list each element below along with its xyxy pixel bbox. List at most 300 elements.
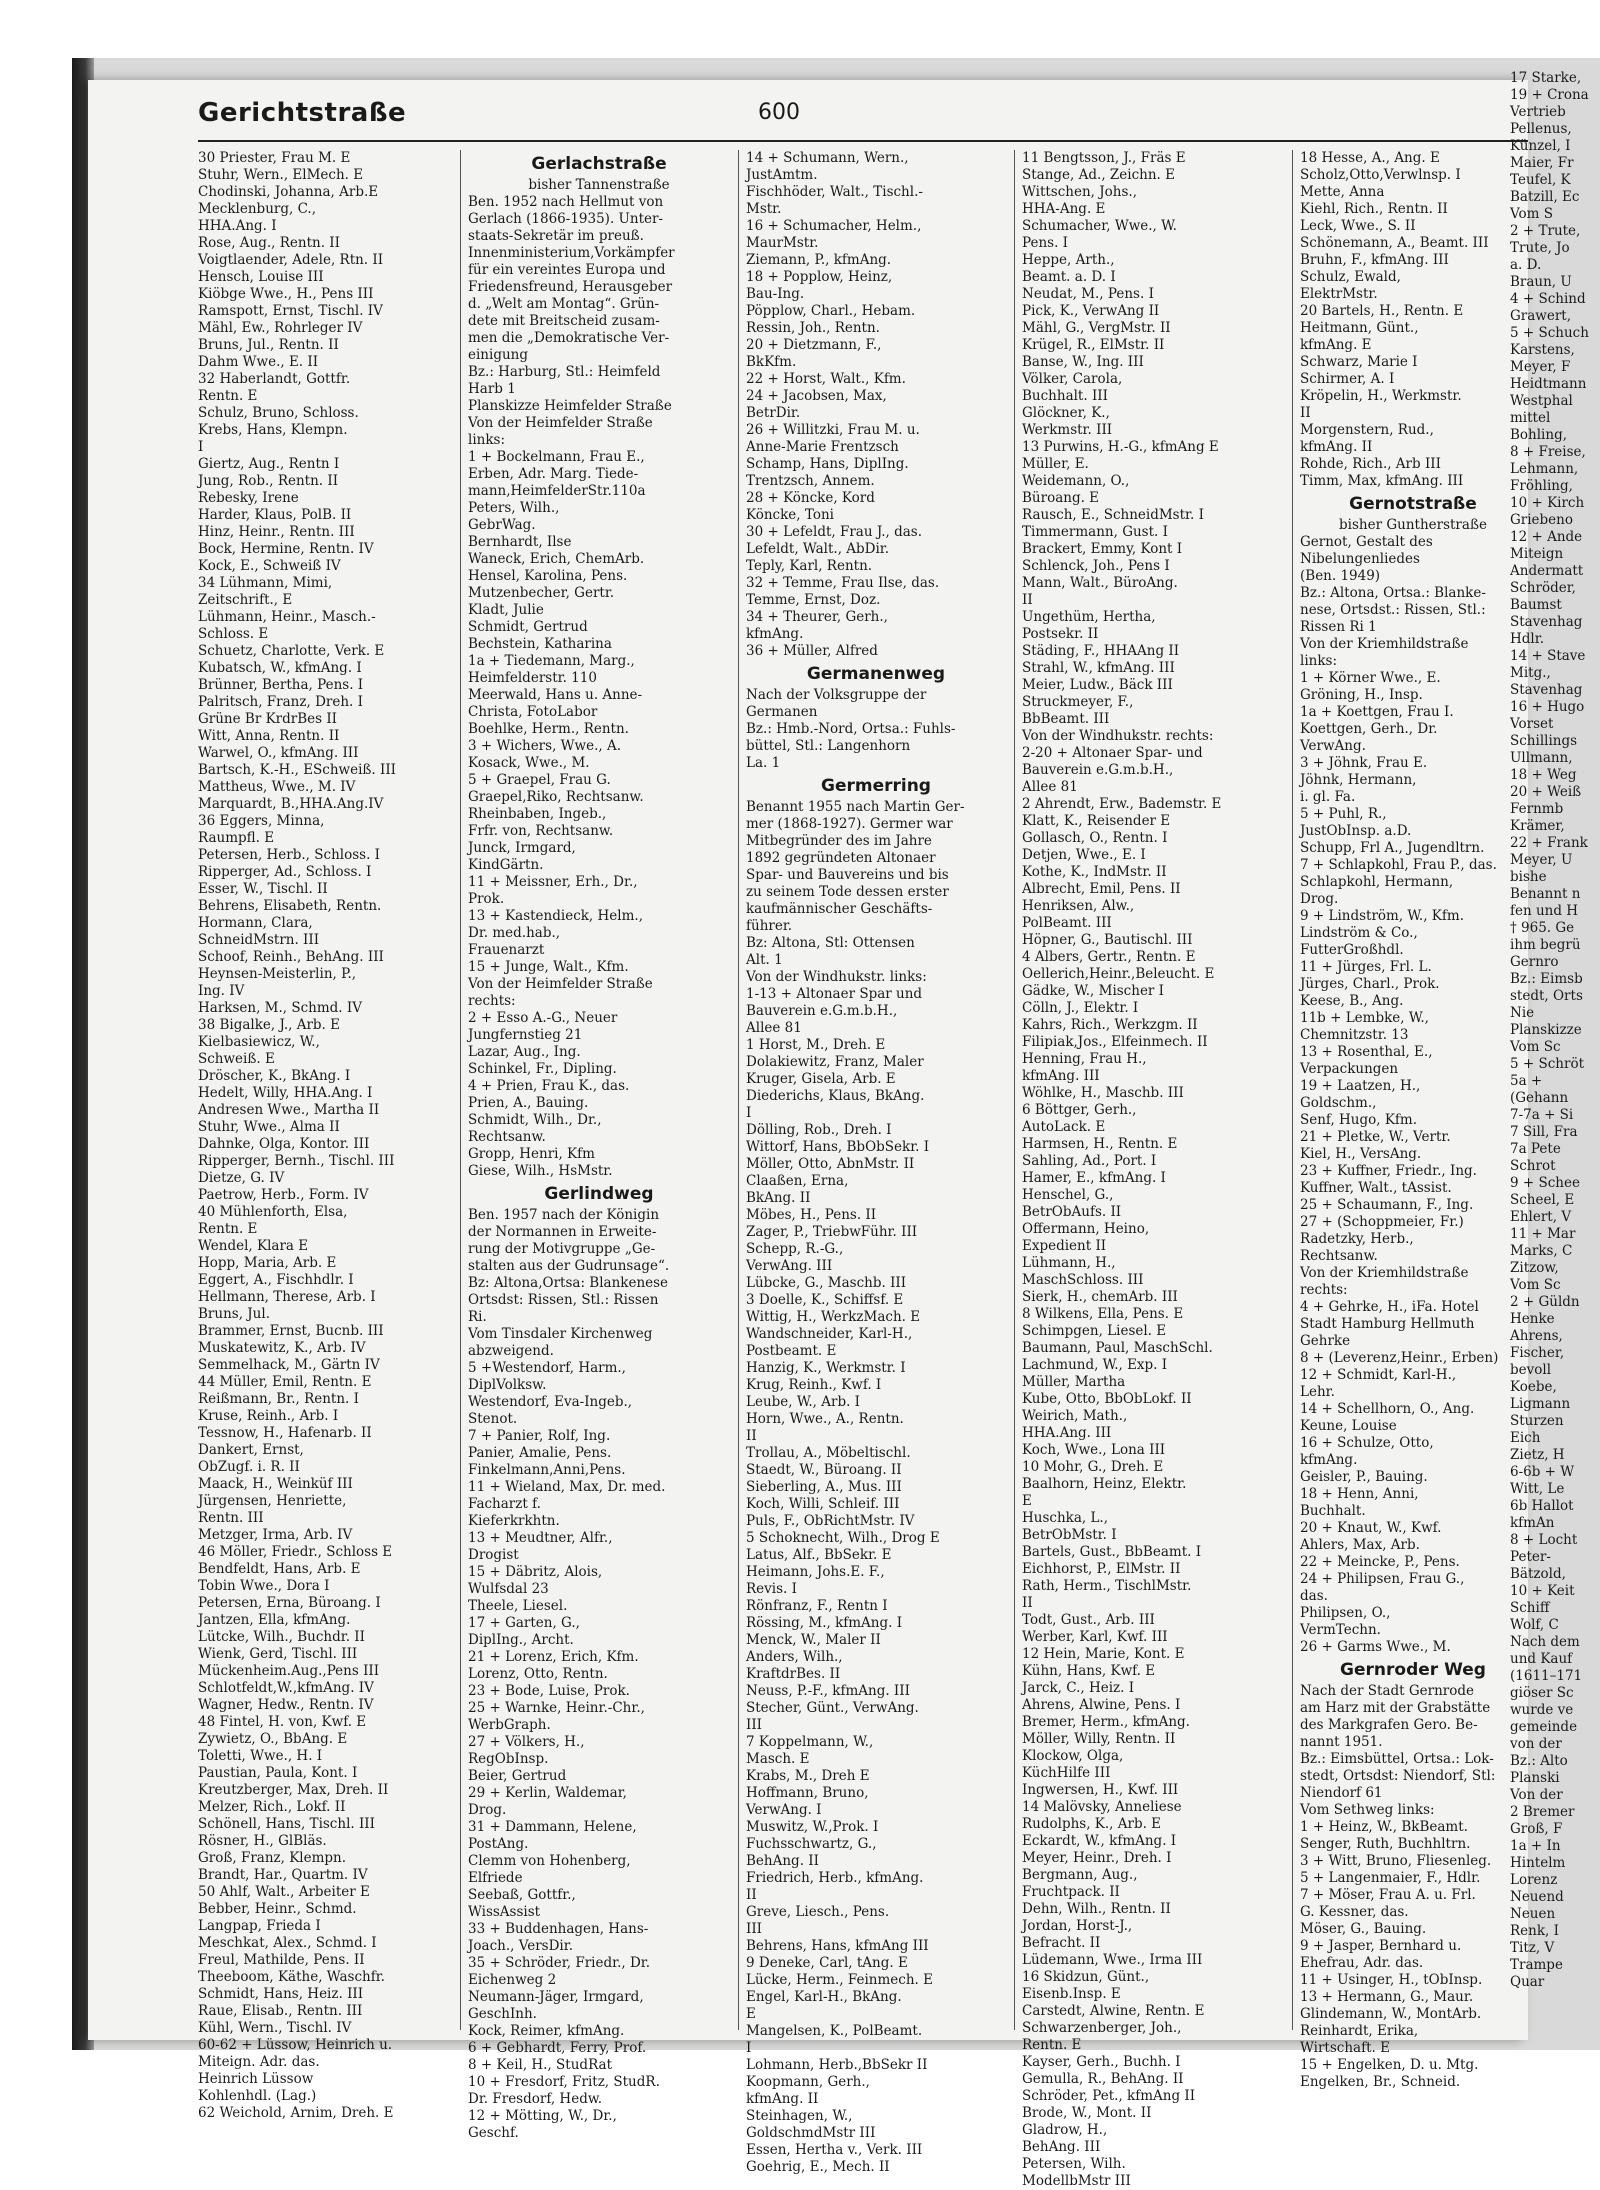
- directory-entry-line: 31 + Dammann, Helene,: [468, 1819, 637, 1835]
- directory-entry-line: kfmAng.: [1300, 1452, 1358, 1468]
- directory-entry-line: I: [746, 1105, 752, 1121]
- directory-entry-line: Bendfeldt, Hans, Arb. E: [198, 1561, 361, 1577]
- column-4: [1022, 150, 1284, 2189]
- directory-entry-line: Dietze, G. IV: [198, 1170, 285, 1186]
- directory-entry-line: Von der Heimfelder Straße: [468, 415, 653, 431]
- directory-entry-line: Theeboom, Käthe, Waschfr.: [198, 1969, 385, 1985]
- directory-entry-line: Hopp, Maria, Arb. E: [198, 1255, 337, 1271]
- directory-entry-line: Möller, Otto, AbnMstr. II: [746, 1156, 915, 1172]
- directory-entry-line: Dankert, Ernst,: [198, 1442, 304, 1458]
- edge-entry-line: Schillings: [1510, 733, 1578, 749]
- directory-entry-line: II: [1022, 592, 1033, 608]
- directory-entry-line: Von der Kriemhildstraße: [1300, 1265, 1469, 1281]
- directory-entry-line: Mückenheim.Aug.,Pens III: [198, 1663, 380, 1679]
- directory-entry-line: Weirich, Math.,: [1022, 1408, 1128, 1424]
- directory-entry-line: Todt, Gust., Arb. III: [1022, 1612, 1155, 1628]
- directory-entry-line: GeschInh.: [468, 2006, 537, 2022]
- directory-entry-line: 1 Horst, M., Dreh. E: [746, 1037, 886, 1053]
- directory-entry-line: Innenministerium,Vorkämpfer: [468, 245, 675, 261]
- directory-entry-line: Lübcke, G., Maschb. III: [746, 1275, 907, 1291]
- directory-entry-line: Pick, K., VerwAng II: [1022, 303, 1160, 319]
- directory-entry-line: d. „Welt am Montag“. Grün-: [468, 296, 660, 312]
- directory-entry-line: Ahrens, Alwine, Pens. I: [1022, 1697, 1181, 1713]
- directory-entry-line: Buchhalt. III: [1022, 388, 1108, 404]
- directory-entry-line: mann,HeimfelderStr.110a: [468, 483, 646, 499]
- directory-entry-line: Wendel, Klara E: [198, 1238, 309, 1254]
- directory-entry-line: Friedensfreund, Herausgeber: [468, 279, 673, 295]
- directory-entry-line: Zeitschrift., E: [198, 592, 293, 608]
- directory-entry-line: Koopmann, Gerh.,: [746, 2074, 870, 2090]
- directory-entry-line: Lühmann, H.,: [1022, 1255, 1116, 1271]
- directory-entry-line: Henriksen, Alw.,: [1022, 898, 1135, 914]
- directory-entry-line: Senger, Ruth, Buchhltrn.: [1300, 1836, 1471, 1852]
- edge-entry-line: Gernro: [1510, 954, 1559, 970]
- directory-entry-line: Bernhardt, Ilse: [468, 534, 572, 550]
- edge-entry-line: Braun, U: [1510, 274, 1572, 290]
- directory-entry-line: 25 + Schaumann, F., Ing.: [1300, 1197, 1474, 1213]
- directory-entry-line: BbBeamt. III: [1022, 711, 1110, 727]
- edge-entry-line: Titz, V: [1510, 1940, 1555, 1956]
- directory-entry-line: 1 + Bockelmann, Frau E.,: [468, 449, 645, 465]
- directory-entry-line: BetrObMstr. I: [1022, 1527, 1117, 1543]
- edge-entry-line: 10 + Keit: [1510, 1583, 1575, 1599]
- former-name-note: bisher Guntherstraße: [1339, 517, 1487, 533]
- directory-entry-line: Heimann, Johs.E. F.,: [746, 1564, 885, 1580]
- edge-entry-line: Bätzold,: [1510, 1566, 1566, 1582]
- directory-entry-line: Stuhr, Wwe., Alma II: [198, 1119, 340, 1135]
- directory-entry-line: Hellmann, Therese, Arb. I: [198, 1289, 376, 1305]
- edge-entry-line: Vorset: [1510, 716, 1554, 732]
- directory-entry-line: Hensch, Louise III: [198, 269, 324, 285]
- edge-entry-line: Miteign: [1510, 546, 1564, 562]
- directory-entry-line: Kühn, Hans, Kwf. E: [1022, 1663, 1156, 1679]
- edge-entry-line: Nach dem: [1510, 1634, 1580, 1650]
- directory-entry-line: 4 + Prien, Frau K., das.: [468, 1078, 630, 1094]
- edge-entry-line: gemeinde: [1510, 1719, 1578, 1735]
- directory-entry-line: 27 + Völkers, H.,: [468, 1734, 585, 1750]
- directory-entry-line: Scholz,Otto,Verwlnsp. I: [1300, 167, 1461, 183]
- directory-entry-line: ElektrMstr.: [1300, 286, 1378, 302]
- directory-entry-line: PolBeamt. III: [1022, 915, 1112, 931]
- directory-entry-line: Dröscher, K., BkAng. I: [198, 1068, 351, 1084]
- directory-entry-line: rung der Motivgruppe „Ge-: [468, 1241, 656, 1257]
- edge-entry-line: Meyer, U: [1510, 852, 1573, 868]
- column-1: [198, 150, 448, 2121]
- directory-entry-line: II: [1300, 405, 1311, 421]
- directory-entry-line: Christa, FotoLabor: [468, 704, 598, 720]
- directory-entry-line: 30 + Lefeldt, Frau J., das.: [746, 524, 922, 540]
- edge-entry-line: Krämer,: [1510, 818, 1565, 834]
- directory-entry-line: Mette, Anna: [1300, 184, 1385, 200]
- directory-entry-line: Schirmer, A. I: [1300, 371, 1395, 387]
- directory-entry-line: Schweiß. E: [198, 1051, 275, 1067]
- directory-entry-line: 33 + Buddenhagen, Hans-: [468, 1921, 649, 1937]
- directory-entry-line: Neuss, P.-F., kfmAng. III: [746, 1683, 910, 1699]
- directory-entry-line: Palritsch, Franz, Dreh. I: [198, 694, 363, 710]
- directory-entry-line: Wittschen, Johs.,: [1022, 184, 1138, 200]
- directory-entry-line: Kayser, Gerh., Buchh. I: [1022, 2054, 1181, 2070]
- directory-entry-line: La. 1: [746, 755, 781, 771]
- directory-entry-line: Ziemann, P., kfmAng.: [746, 252, 892, 268]
- directory-entry-line: Schoof, Reinh., BehAng. III: [198, 949, 384, 965]
- directory-entry-line: Friedrich, Herb., kfmAng.: [746, 1870, 924, 1886]
- directory-entry-line: Mitbegründer des im Jahre: [746, 833, 932, 849]
- directory-entry-line: Wittig, H., WerkzMach. E: [746, 1309, 921, 1325]
- directory-entry-line: Claaßen, Erna,: [746, 1173, 849, 1189]
- directory-entry-line: Jungfernstieg 21: [468, 1027, 583, 1043]
- directory-entry-line: 17 + Garten, G.,: [468, 1615, 580, 1631]
- edge-entry-line: Wolf, C: [1510, 1617, 1559, 1633]
- directory-entry-line: JustObInsp. a.D.: [1300, 823, 1412, 839]
- directory-entry-line: Toletti, Wwe., H. I: [198, 1748, 323, 1764]
- edge-entry-line: † 965. Ge: [1510, 920, 1575, 936]
- directory-entry-line: Kosack, Wwe., M.: [468, 755, 590, 771]
- edge-entry-line: Trampe: [1510, 1957, 1563, 1973]
- directory-entry-line: Mstr.: [746, 201, 782, 217]
- directory-entry-line: Eckardt, W., kfmAng. I: [1022, 1833, 1177, 1849]
- directory-entry-line: Bz: Altona,Ortsa: Blankenese: [468, 1275, 669, 1291]
- directory-entry-line: Lüdemann, Wwe., Irma III: [1022, 1952, 1203, 1968]
- edge-entry-line: Zietz, H: [1510, 1447, 1565, 1463]
- directory-entry-line: 11 Bengtsson, J., Fräs E: [1022, 150, 1186, 166]
- directory-entry-line: Sahling, Ad., Port. I: [1022, 1153, 1157, 1169]
- directory-entry-line: Postsekr. II: [1022, 626, 1099, 642]
- directory-entry-line: 3 Doelle, K., Schiffsf. E: [746, 1292, 904, 1308]
- directory-entry-line: Städing, F., HHAAng II: [1022, 643, 1180, 659]
- directory-entry-line: Kühl, Wern., Tischl. IV: [198, 2020, 352, 2036]
- directory-entry-line: am Harz mit der Grabstätte: [1300, 1700, 1491, 1716]
- directory-entry-line: Neudat, M., Pens. I: [1022, 286, 1154, 302]
- directory-entry-line: 30 Priester, Frau M. E: [198, 150, 351, 166]
- directory-entry-line: Heinrich Lüssow: [198, 2071, 314, 2087]
- directory-entry-line: Sieberling, A., Mus. III: [746, 1479, 902, 1495]
- directory-entry-line: Tobin Wwe., Dora I: [198, 1578, 330, 1594]
- edge-entry-line: 20 + Weiß: [1510, 784, 1582, 800]
- street-heading: Gernotstraße: [1349, 494, 1477, 514]
- directory-entry-line: BehAng. II: [746, 1853, 819, 1869]
- directory-entry-line: Lücke, Herm., Feinmech. E: [746, 1972, 933, 1988]
- directory-entry-line: Lefeldt, Walt., AbDir.: [746, 541, 890, 557]
- directory-entry-line: Puls, F., ObRichtMstr. IV: [746, 1513, 915, 1529]
- directory-entry-line: Koettgen, Gerh., Dr.: [1300, 721, 1438, 737]
- directory-entry-line: Hinz, Heinr., Rentn. III: [198, 524, 355, 540]
- directory-entry-line: Rössing, M., kfmAng. I: [746, 1615, 903, 1631]
- directory-entry-line: Von der Windhukstr. links:: [746, 969, 927, 985]
- directory-entry-line: rechts:: [1300, 1282, 1348, 1298]
- directory-entry-line: VerwAng. III: [746, 1258, 833, 1274]
- directory-entry-line: 7 + Panier, Rolf, Ing.: [468, 1428, 611, 1444]
- edge-entry-line: Vom S: [1510, 206, 1553, 222]
- edge-entry-line: 2 Bremer: [1510, 1804, 1575, 1820]
- directory-entry-line: Junck, Irmgard,: [468, 840, 576, 856]
- directory-entry-line: Melzer, Rich., Lokf. II: [198, 1799, 346, 1815]
- directory-entry-line: Nach der Stadt Gernrode: [1300, 1683, 1474, 1699]
- directory-entry-line: 7 + Schlapkohl, Frau P., das.: [1300, 857, 1497, 873]
- former-name-note: bisher Tannenstraße: [528, 177, 670, 193]
- directory-entry-line: Heynsen-Meisterlin, P.,: [198, 966, 357, 982]
- directory-entry-line: Giese, Wilh., HsMstr.: [468, 1163, 613, 1179]
- directory-entry-line: Bartels, Gust., BbBeamt. I: [1022, 1544, 1202, 1560]
- directory-entry-line: 11b + Lembke, W.,: [1300, 1010, 1429, 1026]
- directory-entry-line: 1a + Tiedemann, Marg.,: [468, 653, 635, 669]
- directory-entry-line: Muskatewitz, K., Arb. IV: [198, 1340, 366, 1356]
- directory-entry-line: Kruger, Gisela, Arb. E: [746, 1071, 896, 1087]
- directory-entry-line: Germanen: [746, 704, 818, 720]
- directory-entry-line: Heppe, Arth.,: [1022, 252, 1115, 268]
- directory-entry-line: Gehrke: [1300, 1333, 1351, 1349]
- directory-entry-line: nannt 1951.: [1300, 1734, 1383, 1750]
- directory-entry-line: Lachmund, W., Exp. I: [1022, 1357, 1168, 1373]
- edge-entry-line: Zitzow,: [1510, 1260, 1559, 1276]
- directory-entry-line: Metzger, Irma, Arb. IV: [198, 1527, 353, 1543]
- directory-entry-line: Kieferkrkhtn.: [468, 1513, 560, 1529]
- directory-entry-line: Harb 1: [468, 381, 516, 397]
- directory-entry-line: HHA-Ang. E: [1022, 201, 1106, 217]
- directory-entry-line: für ein vereintes Europa und: [468, 262, 666, 278]
- directory-entry-line: Benannt 1955 nach Martin Ger-: [746, 799, 965, 815]
- directory-entry-line: Gollasch, O., Rentn. I: [1022, 830, 1168, 846]
- edge-entry-line: Quar: [1510, 1974, 1545, 1990]
- directory-entry-line: Boehlke, Herm., Rentn.: [468, 721, 629, 737]
- edge-entry-line: Bz.: Eimsb: [1510, 971, 1583, 987]
- directory-entry-line: Frfr. von, Rechtsanw.: [468, 823, 614, 839]
- directory-entry-line: 21 + Lorenz, Erich, Kfm.: [468, 1649, 639, 1665]
- directory-entry-line: Leube, W., Arb. I: [746, 1394, 861, 1410]
- directory-entry-line: Buchhalt.: [1300, 1503, 1366, 1519]
- directory-entry-line: Maack, H., Weinküf III: [198, 1476, 353, 1492]
- directory-entry-line: Schröder, Pet., kfmAng II: [1022, 2088, 1196, 2104]
- directory-entry-line: Tessnow, H., Hafenarb. II: [198, 1425, 372, 1441]
- directory-entry-line: Giertz, Aug., Rentn I: [198, 456, 340, 472]
- directory-entry-line: Chodinski, Johanna, Arb.E: [198, 184, 379, 200]
- directory-entry-line: Jürges, Charl., Prok.: [1300, 976, 1440, 992]
- directory-entry-line: E: [746, 2006, 756, 2022]
- directory-entry-line: Schlapkohl, Hermann,: [1300, 874, 1454, 890]
- edge-entry-line: Witt, Le: [1510, 1481, 1565, 1497]
- directory-entry-line: 22 + Meincke, P., Pens.: [1300, 1554, 1460, 1570]
- directory-entry-line: GoldschmdMstr III: [746, 2125, 876, 2141]
- directory-entry-line: Schmidt, Gertrud: [468, 619, 588, 635]
- edge-entry-line: und Kauf: [1510, 1651, 1573, 1667]
- directory-entry-line: Meier, Ludw., Bäck III: [1022, 677, 1173, 693]
- directory-entry-line: Paetrow, Herb., Form. IV: [198, 1187, 369, 1203]
- directory-entry-line: Lehr.: [1300, 1384, 1335, 1400]
- edge-entry-line: 12 + Ande: [1510, 529, 1583, 545]
- directory-entry-line: ModellbMstr III: [1022, 2173, 1131, 2189]
- directory-entry-line: Brammer, Ernst, Bucnb. III: [198, 1323, 384, 1339]
- directory-entry-line: Rissen Ri 1: [1300, 619, 1377, 635]
- directory-entry-line: Kube, Otto, BbObLokf. II: [1022, 1391, 1192, 1407]
- edge-entry-line: Schrot: [1510, 1158, 1556, 1174]
- directory-entry-line: 62 Weichold, Arnim, Dreh. E: [198, 2105, 394, 2121]
- directory-entry-line: Verpackungen: [1300, 1061, 1399, 1077]
- directory-entry-line: Timmermann, Gust. I: [1022, 524, 1168, 540]
- directory-entry-line: 10 + Fresdorf, Fritz, StudR.: [468, 2074, 660, 2090]
- directory-entry-line: Horn, Wwe., A., Rentn.: [746, 1411, 904, 1427]
- directory-entry-line: Wulfsdal 23: [468, 1581, 549, 1597]
- directory-entry-line: Detjen, Wwe., E. I: [1022, 847, 1146, 863]
- directory-entry-line: 15 + Däbritz, Alois,: [468, 1564, 603, 1580]
- directory-entry-line: Reißmann, Br., Rentn. I: [198, 1391, 359, 1407]
- directory-entry-line: Nach der Volksgruppe der: [746, 687, 927, 703]
- directory-entry-line: Kock, Reimer, kfmAng.: [468, 2023, 625, 2039]
- edge-entry-line: 7 Sill, Fra: [1510, 1124, 1578, 1140]
- directory-entry-line: Chemnitzstr. 13: [1300, 1027, 1409, 1043]
- directory-entry-line: 24 + Philipsen, Frau G.,: [1300, 1571, 1465, 1587]
- directory-entry-line: Bz: Altona, Stl: Ottensen: [746, 935, 915, 951]
- directory-entry-line: 13 + Rosenthal, E.,: [1300, 1044, 1433, 1060]
- directory-entry-line: Oellerich,Heinr.,Beleucht. E: [1022, 966, 1215, 982]
- directory-entry-line: kaufmännischer Geschäfts-: [746, 901, 933, 917]
- directory-entry-line: Petersen, Herb., Schloss. I: [198, 847, 380, 863]
- directory-entry-line: büttel, Stl.: Langenhorn: [746, 738, 911, 754]
- edge-entry-line: 10 + Kirch: [1510, 495, 1585, 511]
- directory-entry-line: Ben. 1952 nach Hellmut von: [468, 194, 664, 210]
- directory-entry-line: Allee 81: [1022, 779, 1078, 795]
- directory-entry-line: Gröning, H., Insp.: [1300, 687, 1423, 703]
- edge-entry-line: Meyer, F: [1510, 359, 1571, 375]
- directory-entry-line: Schloss. E: [198, 626, 269, 642]
- directory-entry-line: Frauenarzt: [468, 942, 545, 958]
- directory-entry-line: Struckmeyer, F.,: [1022, 694, 1134, 710]
- edge-entry-line: 4 + Schind: [1510, 291, 1586, 307]
- directory-entry-line: Eggert, A., Fischhdlr. I: [198, 1272, 354, 1288]
- directory-entry-line: Graepel,Riko, Rechtsanw.: [468, 789, 644, 805]
- directory-entry-line: 11 + Meissner, Erh., Dr.,: [468, 874, 638, 890]
- directory-entry-line: MaschSchloss. III: [1022, 1272, 1144, 1288]
- directory-entry-line: Keese, B., Ang.: [1300, 993, 1404, 1009]
- directory-entry-line: Cölln, J., Elektr. I: [1022, 1000, 1139, 1016]
- directory-entry-line: Koch, Willi, Schleif. III: [746, 1496, 900, 1512]
- directory-entry-line: 3 + Wichers, Wwe., A.: [468, 738, 621, 754]
- directory-entry-line: 14 + Schumann, Wern.,: [746, 150, 909, 166]
- directory-entry-line: VerwAng. I: [746, 1802, 822, 1818]
- directory-entry-line: Vom Sethweg links:: [1300, 1802, 1435, 1818]
- directory-entry-line: 8 + Keil, H., StudRat: [468, 2057, 613, 2073]
- directory-entry-line: 2 + Esso A.-G., Neuer: [468, 1010, 618, 1026]
- directory-entry-line: Andresen Wwe., Martha II: [198, 1102, 380, 1118]
- directory-entry-line: Menck, W., Maler II: [746, 1632, 881, 1648]
- directory-entry-line: Jarck, C., Heiz. I: [1022, 1680, 1135, 1696]
- directory-entry-line: Zager, P., TriebwFühr. III: [746, 1224, 918, 1240]
- edge-entry-line: Grawert,: [1510, 308, 1572, 324]
- edge-entry-line: fen und H: [1510, 903, 1579, 919]
- edge-entry-line: Andermatt: [1510, 563, 1584, 579]
- directory-entry-line: abzweigend.: [468, 1343, 554, 1359]
- directory-entry-line: Kiehl, Rich., Rentn. II: [1300, 201, 1448, 217]
- directory-entry-line: 60-62 + Lüssow, Heinrich u.: [198, 2037, 393, 2053]
- column-3: [746, 150, 1006, 2175]
- street-heading: Gerlachstraße: [531, 154, 667, 174]
- directory-entry-line: Weidemann, O.,: [1022, 473, 1130, 489]
- directory-entry-line: ObZugf. i. R. II: [198, 1459, 300, 1475]
- edge-entry-line: Pellenus,: [1510, 121, 1572, 137]
- directory-entry-line: Mattheus, Wwe., M. IV: [198, 779, 356, 795]
- edge-entry-line: 5 + Schuch: [1510, 325, 1589, 341]
- edge-entry-line: Ahrens,: [1510, 1328, 1563, 1344]
- edge-entry-line: stedt, Orts: [1510, 988, 1583, 1004]
- directory-entry-line: 1892 gegründeten Altonaer: [746, 850, 936, 866]
- directory-entry-line: kfmAng. E: [1300, 337, 1372, 353]
- directory-entry-line: Trentzsch, Annem.: [746, 473, 875, 489]
- edge-entry-line: Stavenhag: [1510, 614, 1583, 630]
- directory-entry-line: Kruse, Reinh., Arb. I: [198, 1408, 339, 1424]
- directory-entry-line: Engel, Karl-H., BkAng.: [746, 1989, 902, 2005]
- edge-entry-line: 14 + Stave: [1510, 648, 1586, 664]
- directory-entry-line: kfmAng. II: [746, 2091, 819, 2107]
- directory-entry-line: Mähl, Ew., Rohrleger IV: [198, 320, 363, 336]
- directory-entry-line: 34 Lühmann, Mimi,: [198, 575, 333, 591]
- edge-entry-line: Bohling,: [1510, 427, 1568, 443]
- directory-entry-line: stedt, Ortsdst: Niendorf, Stl:: [1300, 1768, 1496, 1784]
- directory-entry-line: Bz.: Harburg, Stl.: Heimfeld: [468, 364, 661, 380]
- directory-entry-line: Waneck, Erich, ChemArb.: [468, 551, 645, 567]
- edge-entry-line: Vertrieb: [1510, 104, 1566, 120]
- directory-entry-line: Ehefrau, Adr. das.: [1300, 1955, 1424, 1971]
- directory-entry-line: III: [746, 1717, 762, 1733]
- directory-entry-line: führer.: [746, 918, 793, 934]
- directory-entry-line: der Normannen in Erweite-: [468, 1224, 657, 1240]
- directory-entry-line: Groß, Franz, Klempn.: [198, 1850, 347, 1866]
- directory-entry-line: Westendorf, Eva-Ingeb.,: [468, 1394, 633, 1410]
- edge-entry-line: Groß, F: [1510, 1821, 1563, 1837]
- directory-entry-line: 22 + Horst, Walt., Kfm.: [746, 371, 906, 387]
- directory-entry-line: Radetzky, Herb.,: [1300, 1231, 1414, 1247]
- directory-entry-line: Glöckner, K.,: [1022, 405, 1110, 421]
- edge-entry-line: wurde ve: [1510, 1702, 1574, 1718]
- directory-entry-line: Bock, Hermine, Rentn. IV: [198, 541, 374, 557]
- directory-entry-line: Bauverein e.G.m.b.H.,: [746, 1003, 898, 1019]
- edge-entry-line: bevoll: [1510, 1362, 1552, 1378]
- directory-entry-line: Meschkat, Alex., Schmd. I: [198, 1935, 377, 1951]
- directory-entry-line: II: [746, 1887, 757, 1903]
- directory-entry-line: Meyer, Heinr., Dreh. I: [1022, 1850, 1172, 1866]
- edge-entry-line: (1611–171: [1510, 1668, 1583, 1684]
- directory-entry-line: Clemm von Hohenberg,: [468, 1853, 631, 1869]
- directory-entry-line: Dr. Fresdorf, Hedw.: [468, 2091, 603, 2107]
- directory-entry-line: Petersen, Erna, Büroang. I: [198, 1595, 381, 1611]
- directory-entry-line: Revis. I: [746, 1581, 797, 1597]
- directory-entry-line: Befracht. II: [1022, 1935, 1101, 1951]
- directory-entry-line: Raue, Elisab., Rentn. III: [198, 2003, 363, 2019]
- directory-entry-line: Leck, Wwe., S. II: [1300, 218, 1416, 234]
- directory-entry-line: 1 + Heinz, W., BkBeamt.: [1300, 1819, 1468, 1835]
- directory-entry-line: 5 + Graepel, Frau G.: [468, 772, 611, 788]
- directory-entry-line: Latus, Alf., BbSekr. E: [746, 1547, 892, 1563]
- edge-entry-line: Stavenhag: [1510, 682, 1583, 698]
- directory-entry-line: II: [1022, 1595, 1033, 1611]
- directory-entry-line: 11 + Usinger, H., tObInsp.: [1300, 1972, 1483, 1988]
- directory-entry-line: Gerlach (1866-1935). Unter-: [468, 211, 664, 227]
- column-divider: [738, 150, 739, 2030]
- directory-entry-line: 12 + Mötting, W., Dr.,: [468, 2108, 617, 2124]
- directory-entry-line: Rechtsanw.: [1300, 1248, 1378, 1264]
- directory-entry-line: 23 + Bode, Luise, Prok.: [468, 1683, 630, 1699]
- directory-entry-line: Vom Tinsdaler Kirchenweg: [468, 1326, 653, 1342]
- directory-entry-line: Lohmann, Herb.,BbSekr II: [746, 2057, 928, 2073]
- directory-entry-line: Von der Heimfelder Straße: [468, 976, 653, 992]
- directory-entry-line: 35 + Schröder, Friedr., Dr.: [468, 1955, 651, 1971]
- edge-entry-line: Planskizze: [1510, 1022, 1582, 1038]
- directory-entry-line: Rentn. E: [198, 388, 258, 404]
- directory-entry-line: Eichenweg 2: [468, 1972, 557, 1988]
- column-divider: [460, 150, 461, 2030]
- directory-entry-line: Harksen, M., Schmd. IV: [198, 1000, 362, 1016]
- directory-entry-line: AutoLack. E: [1022, 1119, 1106, 1135]
- directory-entry-line: Sierk, H., chemArb. III: [1022, 1289, 1178, 1305]
- directory-entry-line: Langpap, Frieda I: [198, 1918, 321, 1934]
- directory-entry-line: 3 + Jöhnk, Frau E.: [1300, 755, 1428, 771]
